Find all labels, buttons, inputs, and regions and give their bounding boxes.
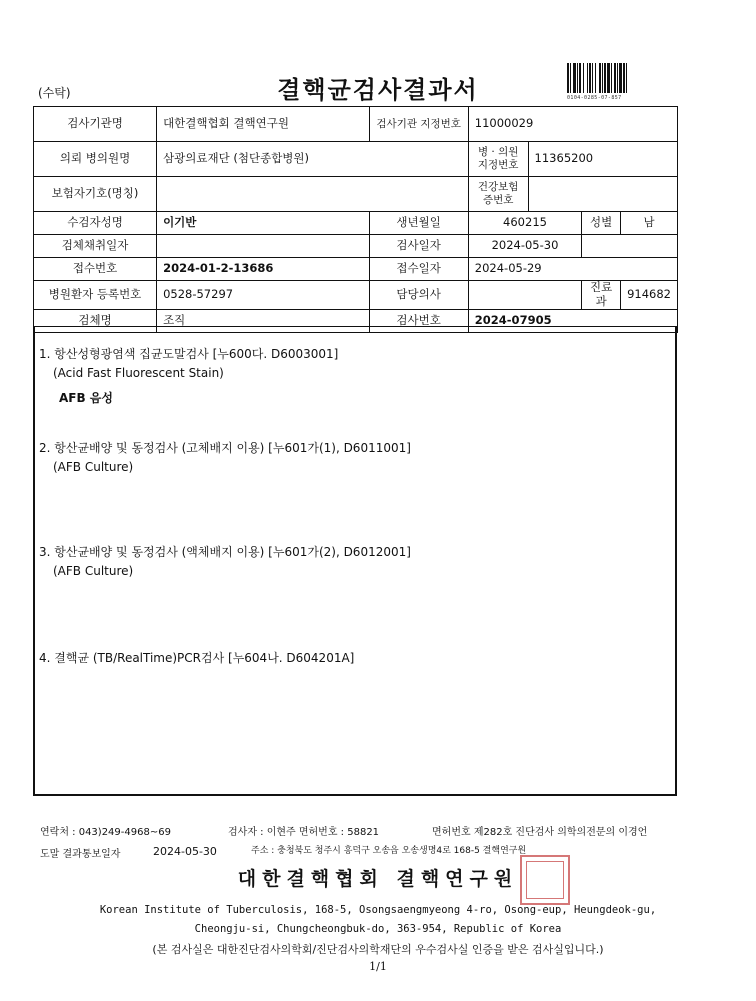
sex-value: 남 — [621, 212, 678, 235]
result-title-1: 1. 항산성형광염색 집균도말검사 [누600다. D6003001] — [39, 347, 339, 361]
result-item-4 — [39, 649, 354, 668]
req-label: 의뢰 병의원명 — [34, 142, 157, 177]
dob-label: 생년월일 — [369, 212, 468, 235]
barcode-image — [567, 63, 677, 93]
report-date-value: 2024-05-30 — [153, 845, 217, 858]
collect-label: 검체채취일자 — [34, 235, 157, 258]
req-no-label: 병 · 의원 지정번호 — [468, 142, 528, 177]
test-no-label: 검사번호 — [369, 309, 468, 332]
eng-address-line1: Korean Institute of Tuberculosis, 168-5, Osongsaengmyeong 4-ro, Osong-eup, Heungdeok-gu, — [99, 904, 657, 916]
test-no-value: 2024-07905 — [468, 309, 677, 332]
req-no-value: 11365200 — [528, 142, 677, 177]
contact-text: 연락처 : 043)249-4968~69 — [40, 827, 171, 838]
result-sub-1: (Acid Fast Fluorescent Stain) — [53, 366, 224, 380]
result-title-4: 4. 결핵균 (TB/RealTime)PCR검사 [누604나. D604201A] — [39, 651, 355, 665]
inst-no-value: 11000029 — [468, 107, 677, 142]
sex-label: 성별 — [582, 212, 621, 235]
dept-label: 진료과 — [582, 281, 621, 310]
receipt-no-value: 2024-01-2-13686 — [157, 258, 369, 281]
result-title-3: 3. 항산균배양 및 동정검사 (액체배지 이용) [누601가(2), D6012001] — [39, 545, 411, 559]
test-date-value: 2024-05-30 — [468, 235, 581, 258]
page-number: 1/1 — [369, 960, 387, 973]
result-item-2 — [39, 439, 411, 477]
inst-no-label: 검사기관 지정번호 — [369, 107, 468, 142]
doctor-value — [468, 281, 581, 310]
doctor-label: 담당의사 — [369, 281, 468, 310]
test-date-label: 검사일자 — [369, 235, 468, 258]
eng-address-line2: Cheongju-si, Chungcheongbuk-do, 363-954, Republic of Korea — [194, 923, 562, 935]
insured-label: 보험자기호(명칭) — [34, 177, 157, 212]
patient-info-table — [33, 106, 678, 333]
org-name: 대한결핵협회 결핵연구원 — [237, 868, 519, 890]
patient-value: 이기반 — [157, 212, 369, 235]
received-label: (수탁) — [38, 86, 71, 100]
results-box — [33, 326, 677, 796]
collect-value — [157, 235, 369, 258]
receipt-date-value: 2024-05-29 — [468, 258, 677, 281]
certification-note: (본 검사실은 대한진단검사의학회/진단검사의학재단의 우수검사실 인증을 받은 검사실입니다.) — [152, 943, 604, 956]
inst-value: 대한결핵협회 결핵연구원 — [157, 107, 369, 142]
reg-label: 병원환자 등록번호 — [34, 281, 157, 310]
result-item-3 — [39, 543, 411, 581]
health-no-label: 건강보험 증번호 — [468, 177, 528, 212]
document-title: 결핵균검사결과서 — [277, 75, 479, 104]
barcode-text: 0104-0285-07-857 — [567, 95, 622, 101]
result-sub-3: (AFB Culture) — [53, 564, 134, 578]
health-no-value — [528, 177, 677, 212]
report-date-label: 도말 결과통보일자 — [40, 849, 121, 860]
address-text: 주소 : 충청북도 청주시 흥덕구 오송읍 오송생명4로 168-5 결핵연구원 — [251, 846, 527, 856]
dob-value: 460215 — [468, 212, 581, 235]
specimen-value: 조직 — [157, 309, 369, 332]
req-value: 삼광의료재단 (첨단종합병원) — [157, 142, 469, 177]
afb-result: AFB 음성 — [59, 391, 113, 405]
receipt-no-label: 접수번호 — [34, 258, 157, 281]
examiner-text: 검사자 : 이현주 면허번호 : 58821 — [228, 827, 380, 838]
receipt-date-label: 접수일자 — [369, 258, 468, 281]
director-text: 면허번호 제282호 진단검사 의학의전문의 이경언 — [432, 827, 648, 838]
dept-value: 914682 — [621, 281, 678, 310]
result-sub-2: (AFB Culture) — [53, 460, 134, 474]
specimen-label: 검체명 — [34, 309, 157, 332]
reg-value: 0528-57297 — [157, 281, 369, 310]
insured-value — [157, 177, 469, 212]
result-item-1 — [39, 345, 338, 383]
inst-label: 검사기관명 — [34, 107, 157, 142]
test-date-empty — [582, 235, 678, 258]
patient-label: 수검자성명 — [34, 212, 157, 235]
result-title-2: 2. 항산균배양 및 동정검사 (고체배지 이용) [누601가(1), D6011001] — [39, 441, 411, 455]
